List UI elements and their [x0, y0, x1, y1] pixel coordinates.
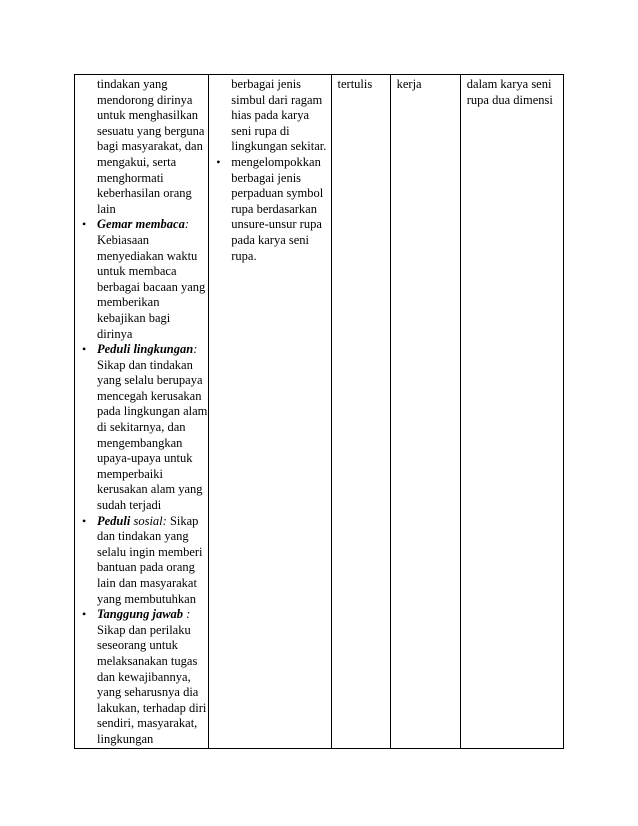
bullet-icon: • [82, 342, 87, 357]
bullet-icon: • [82, 217, 87, 232]
cell-text: tertulis [337, 77, 373, 91]
cell-text: dalam karya seni rupa dua dimensi [466, 77, 553, 107]
item-term: Tanggung jawab [97, 607, 184, 622]
list-item [82, 342, 208, 514]
item-term: Peduli [97, 513, 131, 528]
cell-intro-text: tindakan yang mendorong dirinya untuk menghasilkan sesuatu yang berguna bagi masyarakat, dan mengakui, serta menghormati keberhasilan orang lain [97, 77, 205, 216]
bullet-icon: • [82, 513, 87, 528]
item-description: Kebiasaan menyediakan waktu untuk membaca berbagai bacaan yang memberikan kebajikan bagi dirinya [97, 232, 206, 341]
cell-instrument [460, 75, 563, 749]
content-table [74, 74, 564, 749]
cell-character-values [75, 75, 209, 749]
item-separator: : [183, 607, 191, 622]
cell-assessment-form [390, 75, 460, 749]
item-description: Sikap dan perilaku seseorang untuk melaksanakan tugas dan kewajibannya, yang seharusnya dia lakukan, terhadap diri sendiri, masyarakat, lingkungan [97, 622, 207, 746]
item-separator: : [193, 342, 198, 357]
bullet-icon: • [216, 154, 221, 169]
item-text: mengelompokkan berbagai jenis perpaduan symbol rupa berdasarkan unsure-unsur rupa pada karya seni rupa. [231, 154, 324, 263]
list-item [216, 154, 330, 264]
list-item [82, 607, 208, 747]
item-description: Sikap dan tindakan yang selalu ingin memberi bantuan pada orang lain dan masyarakat yang membutuhkan [97, 513, 203, 606]
item-term: Peduli lingkungan [97, 342, 194, 357]
list-item [82, 513, 208, 608]
item-separator: : [184, 217, 190, 232]
list-item [82, 217, 208, 342]
bullet-icon: • [82, 607, 87, 622]
cell-assessment-type [331, 75, 390, 749]
table-row [75, 75, 564, 749]
item-description: Sikap dan tindakan yang selalu berupaya mencegah kerusakan pada lingkungan alam di sekitarnya, dan mengembangkan upaya-upaya untuk memperbaiki kerusakan alam yang sudah terjadi [97, 357, 208, 513]
cell-intro-text: berbagai jenis simbul dari ragam hias pada karya seni rupa di lingkungan sekitar. [231, 77, 327, 154]
cell-indicators [209, 75, 331, 749]
item-term: Gemar membaca [97, 217, 185, 232]
cell-text: kerja [396, 77, 422, 91]
item-term-extra: sosial: [130, 513, 167, 528]
